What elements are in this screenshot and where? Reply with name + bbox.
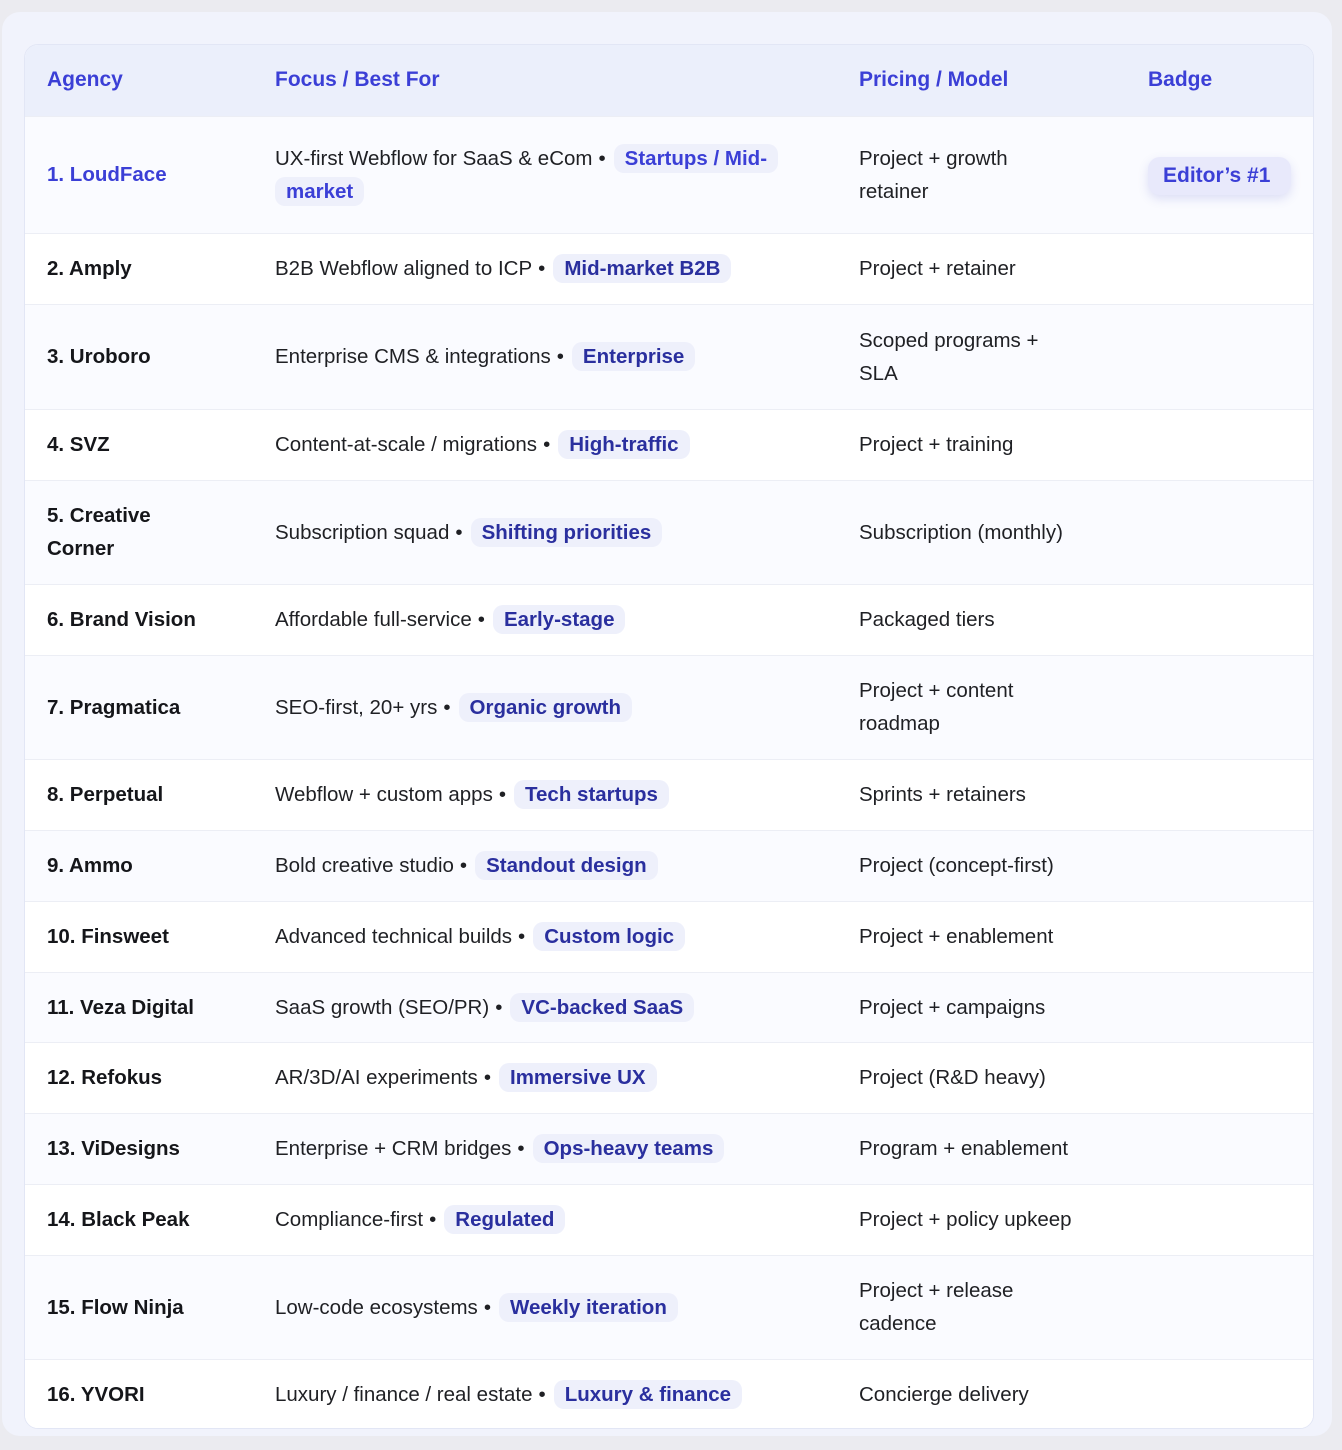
separator-dot: • — [538, 257, 546, 280]
badge-cell — [1127, 233, 1313, 304]
badge-cell — [1127, 1113, 1313, 1184]
separator-dot: • — [598, 146, 606, 170]
separator-dot: • — [483, 1295, 491, 1319]
focus-cell — [253, 409, 838, 480]
column-header-agency: Agency — [47, 68, 123, 92]
pricing-model: Project (concept-first) — [859, 854, 1054, 877]
badge-cell — [1127, 830, 1313, 901]
separator-dot: • — [517, 1137, 525, 1160]
focus-cell — [253, 901, 838, 972]
agency-name: 12. Refokus — [47, 1066, 163, 1089]
focus-cell — [253, 584, 838, 655]
focus-text: AR/3D/AI experiments — [275, 1066, 478, 1089]
agency-name: 2. Amply — [47, 257, 132, 280]
best-for-tag: Custom logic — [533, 922, 685, 951]
best-for-tag: High-traffic — [558, 430, 689, 459]
agency-comparison-table — [25, 45, 1313, 1429]
pricing-model: Packaged tiers — [859, 608, 995, 631]
table-row — [25, 116, 1313, 233]
separator-dot: • — [483, 1066, 491, 1089]
separator-dot: • — [498, 783, 507, 806]
focus-cell — [253, 1359, 838, 1429]
best-for-tag: Weekly iteration — [499, 1293, 678, 1322]
pricing-model: Project (R&D heavy) — [859, 1066, 1046, 1089]
best-for-tag: Luxury & finance — [554, 1380, 742, 1409]
agency-name: 4. SVZ — [47, 433, 110, 456]
focus-cell — [253, 655, 838, 759]
best-for-tag: Immersive UX — [499, 1063, 657, 1092]
best-for-tag: Mid-market B2B — [553, 254, 731, 283]
badge-cell — [1127, 480, 1313, 584]
editors-pick-badge: Editor’s #1 — [1148, 157, 1291, 195]
badge-cell — [1127, 1184, 1313, 1255]
pricing-model: Project + growth retainer — [859, 146, 1008, 203]
column-header-pricing: Pricing / Model — [859, 68, 1009, 92]
agency-name: 13. ViDesigns — [47, 1137, 180, 1160]
table-row — [25, 1113, 1313, 1184]
focus-text: Content-at-scale / migrations — [275, 433, 538, 456]
focus-text: B2B Webflow aligned to ICP — [275, 257, 533, 280]
pricing-model: Project + retainer — [859, 257, 1016, 280]
table-row — [25, 1359, 1313, 1429]
focus-text: Enterprise CMS & integrations — [275, 345, 551, 368]
focus-cell — [253, 1184, 838, 1255]
table-row — [25, 901, 1313, 972]
badge-cell — [1127, 1359, 1313, 1429]
badge-cell — [1127, 1042, 1313, 1113]
separator-dot: • — [495, 995, 503, 1019]
separator-dot: • — [459, 854, 468, 877]
badge-cell — [1127, 655, 1313, 759]
separator-dot: • — [477, 608, 485, 631]
pricing-model: Sprints + retainers — [859, 783, 1026, 806]
separator-dot: • — [443, 695, 451, 719]
agency-name: 11. Veza Digital — [47, 995, 194, 1019]
focus-cell — [253, 1255, 838, 1359]
table-row — [25, 584, 1313, 655]
focus-text: Luxury / finance / real estate — [275, 1383, 533, 1407]
badge-cell — [1127, 1255, 1313, 1359]
separator-dot: • — [556, 345, 564, 368]
focus-text: Advanced technical builds — [275, 925, 513, 948]
badge-cell — [1127, 759, 1313, 830]
agency-name: 1. LoudFace — [47, 163, 167, 186]
best-for-tag: Organic growth — [459, 693, 632, 722]
badge-cell — [1127, 116, 1313, 233]
pricing-model: Project + campaigns — [859, 995, 1046, 1019]
focus-text: Affordable full-service — [275, 608, 472, 631]
best-for-tag: Enterprise — [572, 342, 695, 371]
agency-name: 15. Flow Ninja — [47, 1295, 184, 1319]
best-for-tag: Ops-heavy teams — [533, 1134, 725, 1163]
badge-cell — [1127, 304, 1313, 409]
table-row — [25, 1042, 1313, 1113]
agency-name: 3. Uroboro — [47, 345, 151, 368]
separator-dot: • — [455, 520, 463, 544]
pricing-model: Subscription (monthly) — [859, 520, 1063, 544]
focus-cell — [253, 233, 838, 304]
table-row — [25, 972, 1313, 1042]
badge-cell — [1127, 584, 1313, 655]
best-for-tag: Startups / Mid-market — [275, 144, 778, 206]
best-for-tag: Shifting priorities — [471, 518, 663, 547]
best-for-tag: Standout design — [475, 851, 658, 880]
agency-name: 8. Perpetual — [47, 783, 164, 806]
focus-cell — [253, 1042, 838, 1113]
focus-text: Subscription squad — [275, 520, 450, 544]
table-header — [25, 45, 1313, 116]
agency-comparison-card — [24, 44, 1314, 1429]
badge-cell — [1127, 901, 1313, 972]
focus-text: Low-code ecosystems — [275, 1295, 478, 1319]
agency-name: 10. Finsweet — [47, 925, 169, 948]
separator-dot: • — [429, 1208, 437, 1231]
focus-text: Enterprise + CRM bridges — [275, 1137, 512, 1160]
table-row — [25, 1184, 1313, 1255]
focus-cell — [253, 972, 838, 1042]
page-background — [2, 12, 1332, 1436]
focus-text: UX-first Webflow for SaaS & eCom — [275, 146, 593, 170]
pricing-model: Project + content roadmap — [859, 679, 1014, 735]
separator-dot: • — [518, 925, 526, 948]
pricing-model: Project + release cadence — [859, 1279, 1014, 1335]
best-for-tag: VC-backed SaaS — [510, 993, 694, 1022]
table-row — [25, 480, 1313, 584]
focus-text: Webflow + custom apps — [275, 783, 493, 806]
best-for-tag: Regulated — [444, 1205, 565, 1234]
pricing-model: Concierge delivery — [859, 1383, 1029, 1407]
focus-text: SaaS growth (SEO/PR) — [275, 995, 490, 1019]
agency-name: 16. YVORI — [47, 1383, 145, 1407]
focus-cell — [253, 480, 838, 584]
separator-dot: • — [543, 433, 551, 456]
header-row — [25, 45, 1313, 116]
agency-name: 9. Ammo — [47, 854, 133, 877]
table-row — [25, 1255, 1313, 1359]
table-row — [25, 759, 1313, 830]
focus-cell — [253, 304, 838, 409]
column-header-focus: Focus / Best For — [275, 68, 440, 92]
focus-cell — [253, 759, 838, 830]
agency-name: 6. Brand Vision — [47, 608, 196, 631]
agency-name: 7. Pragmatica — [47, 695, 181, 719]
pricing-model: Project + policy upkeep — [859, 1208, 1072, 1231]
table-row — [25, 304, 1313, 409]
pricing-model: Scoped programs + SLA — [859, 328, 1039, 385]
table-row — [25, 409, 1313, 480]
agency-name: 5. Creative Corner — [47, 504, 151, 560]
pricing-model: Project + training — [859, 433, 1014, 456]
focus-cell — [253, 1113, 838, 1184]
table-row — [25, 830, 1313, 901]
separator-dot: • — [538, 1383, 546, 1407]
pricing-model: Project + enablement — [859, 925, 1054, 948]
pricing-model: Program + enablement — [859, 1137, 1069, 1160]
focus-text: Bold creative studio — [275, 854, 454, 877]
table-row — [25, 233, 1313, 304]
table-row — [25, 655, 1313, 759]
column-header-badge: Badge — [1148, 68, 1213, 92]
badge-cell — [1127, 409, 1313, 480]
agency-name: 14. Black Peak — [47, 1208, 190, 1231]
focus-text: SEO-first, 20+ yrs — [275, 695, 438, 719]
best-for-tag: Early-stage — [493, 605, 626, 634]
focus-cell — [253, 116, 838, 233]
focus-text: Compliance-first — [275, 1208, 424, 1231]
table-body — [25, 116, 1313, 1429]
badge-cell — [1127, 972, 1313, 1042]
focus-cell — [253, 830, 838, 901]
best-for-tag: Tech startups — [514, 780, 669, 809]
